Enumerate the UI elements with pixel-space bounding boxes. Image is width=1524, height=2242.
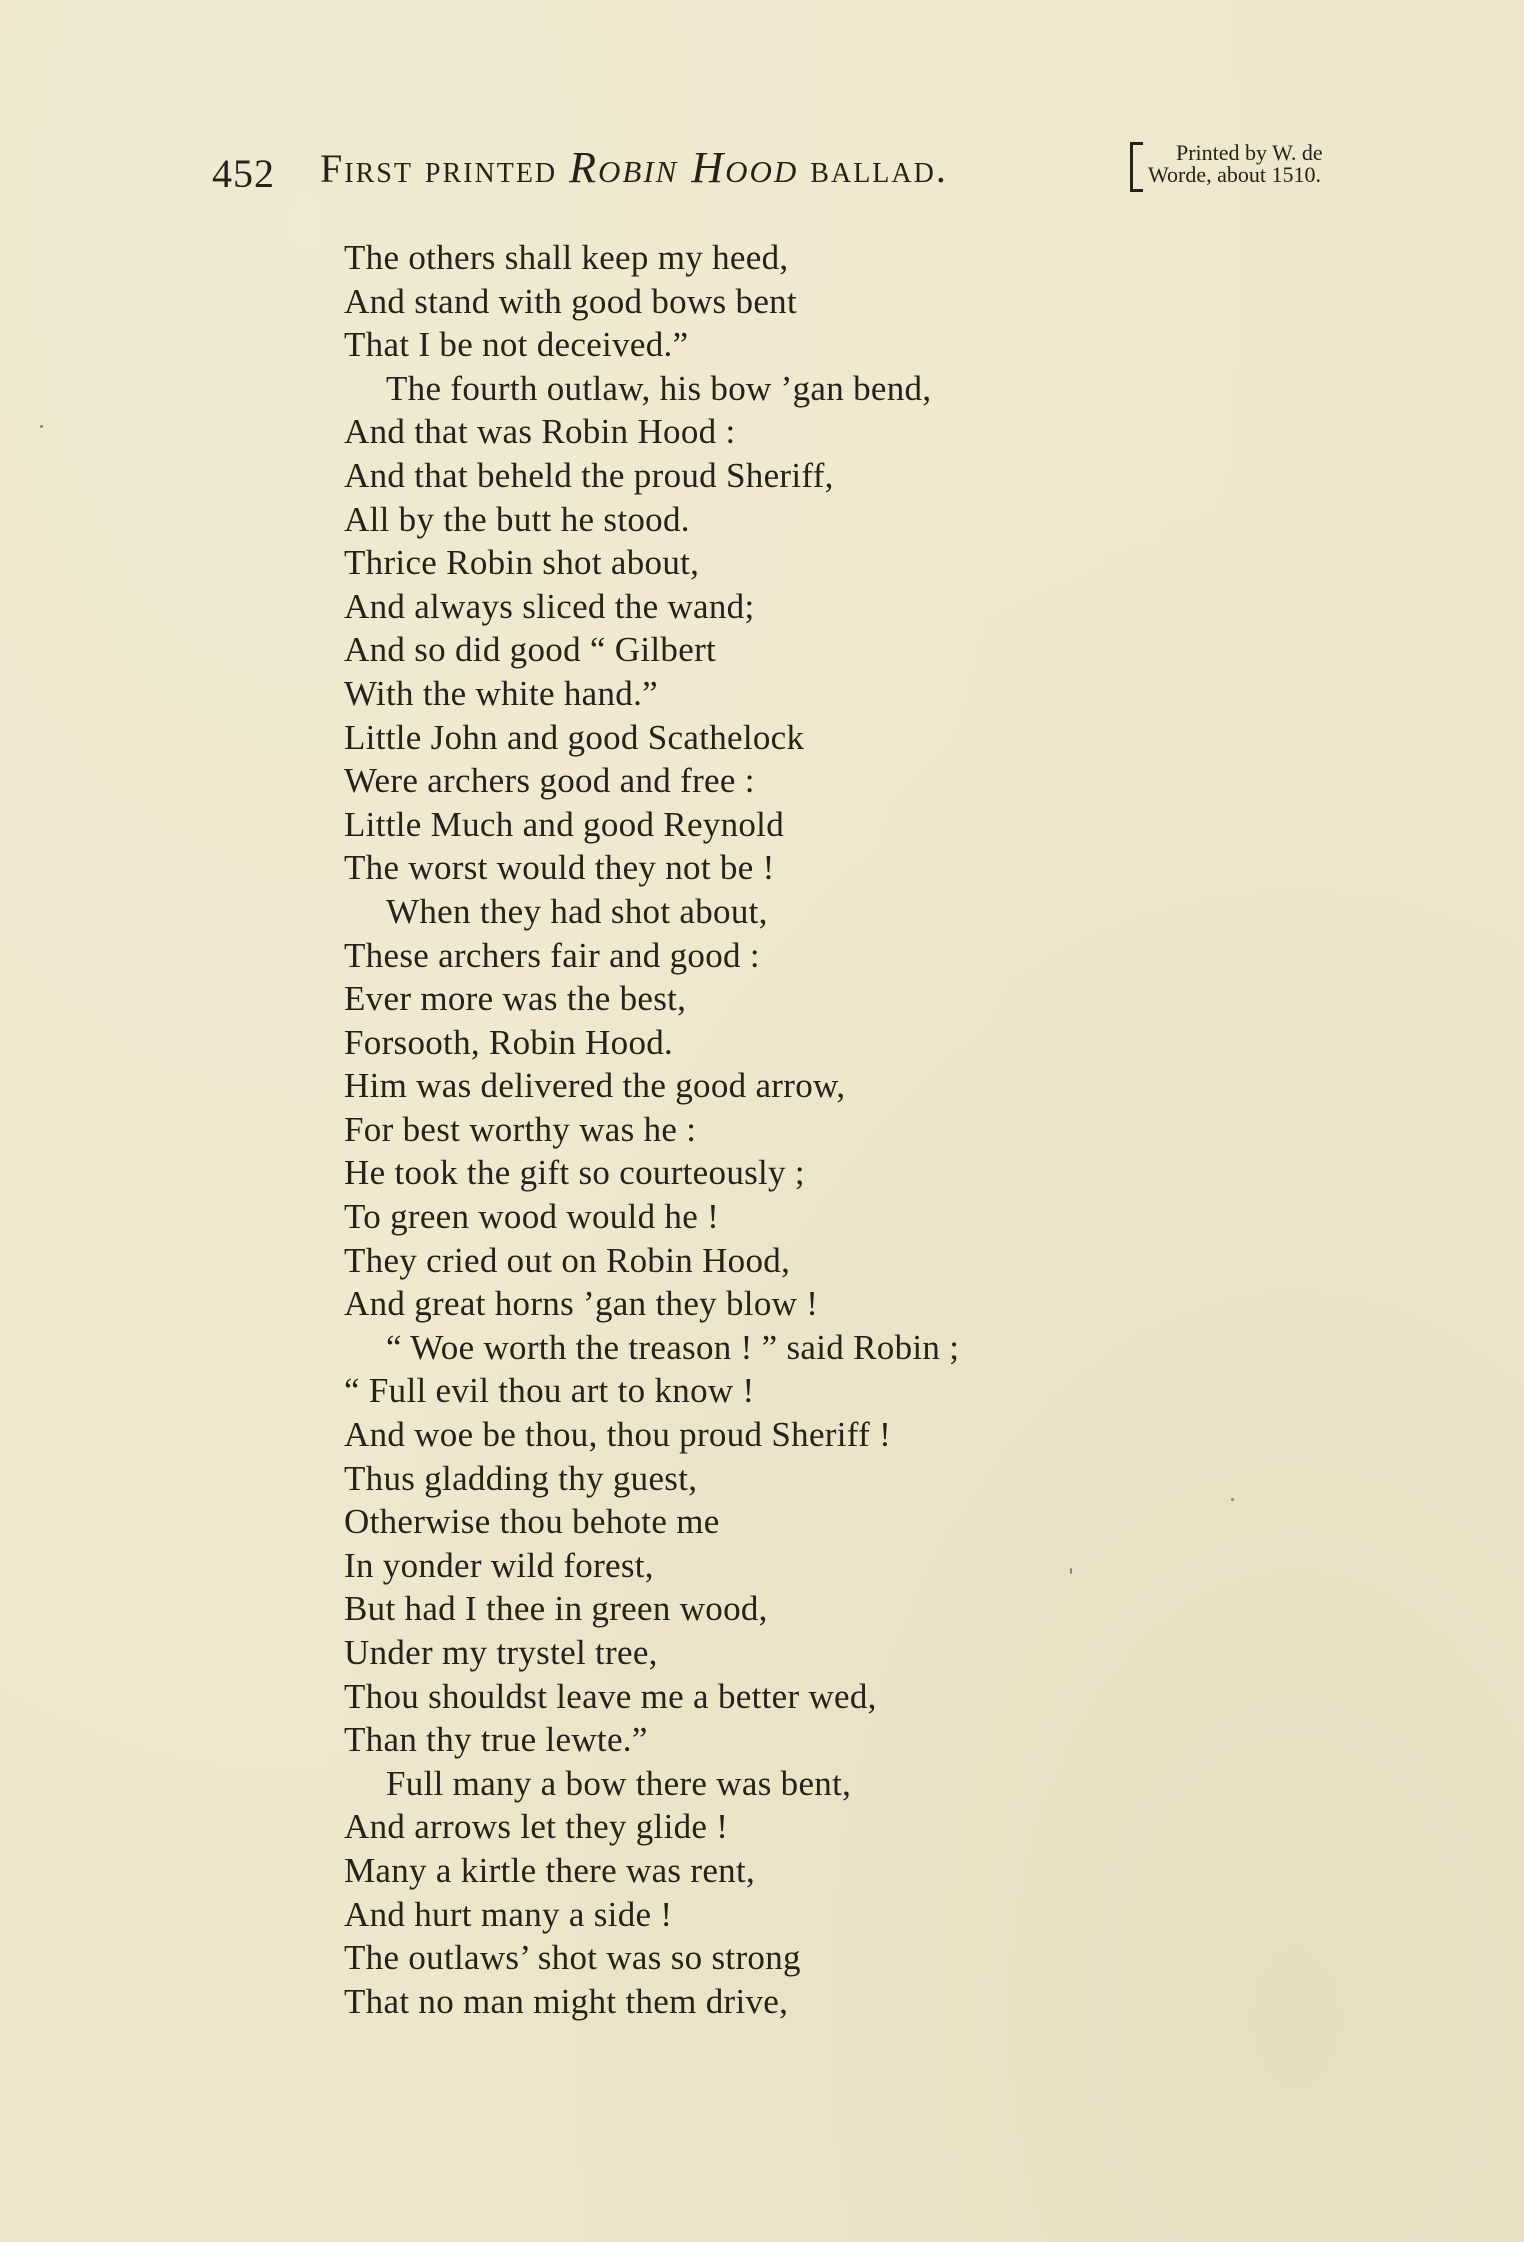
poem-line: The outlaws’ shot was so strong bbox=[344, 1938, 801, 1978]
running-header bbox=[212, 142, 1392, 202]
running-title bbox=[320, 142, 948, 193]
poem-line: Were archers good and free : bbox=[344, 761, 755, 801]
poem-line: That no man might them drive, bbox=[344, 1981, 789, 2021]
page-number: 452 bbox=[212, 151, 275, 196]
poem-line: For best worthy was he : bbox=[344, 1109, 697, 1149]
poem-line: And great horns ’gan they blow ! bbox=[344, 1284, 819, 1324]
poem-line: And so did good “ Gilbert bbox=[344, 630, 717, 670]
poem-line: And hurt many a side ! bbox=[344, 1894, 673, 1934]
poem-line: “ Full evil thou art to know ! bbox=[344, 1371, 755, 1411]
poem-line: All by the butt he stood. bbox=[344, 499, 690, 539]
paper-speck bbox=[1231, 1498, 1234, 1501]
poem-line: Many a kirtle there was rent, bbox=[344, 1850, 756, 1890]
poem-line: And stand with good bows bent bbox=[344, 281, 797, 321]
poem-line: These archers fair and good : bbox=[344, 935, 760, 975]
poem-line: Him was delivered the good arrow, bbox=[344, 1066, 846, 1106]
paper-speck bbox=[1070, 1568, 1072, 1574]
printer-note-line-1: Printed by W. de bbox=[1176, 140, 1323, 165]
poem-line: They cried out on Robin Hood, bbox=[344, 1240, 791, 1280]
poem-line: The others shall keep my heed, bbox=[344, 238, 789, 277]
poem-line: And that was Robin Hood : bbox=[344, 412, 736, 452]
bracket-mark bbox=[1130, 142, 1143, 192]
poem-line: To green wood would he ! bbox=[344, 1197, 720, 1237]
poem-line: The worst would they not be ! bbox=[344, 848, 775, 888]
poem-line: Forsooth, Robin Hood. bbox=[344, 1022, 674, 1062]
poem-line: Full many a bow there was bent, bbox=[386, 1763, 852, 1803]
poem-line: He took the gift so courteously ; bbox=[344, 1153, 805, 1193]
poem-line: “ Woe worth the treason ! ” said Robin ; bbox=[386, 1327, 960, 1367]
running-title-part1: First printed bbox=[320, 146, 570, 191]
poem-text bbox=[344, 236, 1344, 2023]
poem-line: That I be not deceived.” bbox=[344, 325, 689, 365]
poem-line: Than thy true lewte.” bbox=[344, 1720, 648, 1760]
poem-line: And woe be thou, thou proud Sheriff ! bbox=[344, 1415, 892, 1455]
poem-line: And always sliced the wand; bbox=[344, 586, 755, 626]
printer-note-line-2: Worde, about 1510. bbox=[1148, 162, 1321, 187]
poem-line: With the white hand.” bbox=[344, 673, 658, 713]
poem-line: Ever more was the best, bbox=[344, 979, 687, 1019]
running-title-part2: ballad. bbox=[798, 146, 948, 191]
paper-speck bbox=[40, 425, 43, 428]
poem-line: Otherwise thou behote me bbox=[344, 1502, 720, 1542]
poem-line: Little John and good Scathelock bbox=[344, 717, 805, 757]
poem-line: Thou shouldst leave me a better wed, bbox=[344, 1676, 877, 1716]
poem-line: And that beheld the proud Sheriff, bbox=[344, 455, 834, 495]
poem-line: The fourth outlaw, his bow ’gan bend, bbox=[386, 368, 932, 408]
poem-line: But had I thee in green wood, bbox=[344, 1589, 768, 1629]
poem-line: Thrice Robin shot about, bbox=[344, 543, 700, 583]
poem-line: Little Much and good Reynold bbox=[344, 804, 785, 844]
running-title-italic: Robin Hood bbox=[569, 143, 799, 192]
poem-line: Under my trystel tree, bbox=[344, 1633, 658, 1672]
printer-note bbox=[1130, 140, 1400, 196]
poem-line: In yonder wild forest, bbox=[344, 1545, 654, 1585]
poem-line: And arrows let they glide ! bbox=[344, 1807, 729, 1847]
poem-line: Thus gladding thy guest, bbox=[344, 1458, 698, 1498]
poem-line: When they had shot about, bbox=[386, 891, 768, 931]
